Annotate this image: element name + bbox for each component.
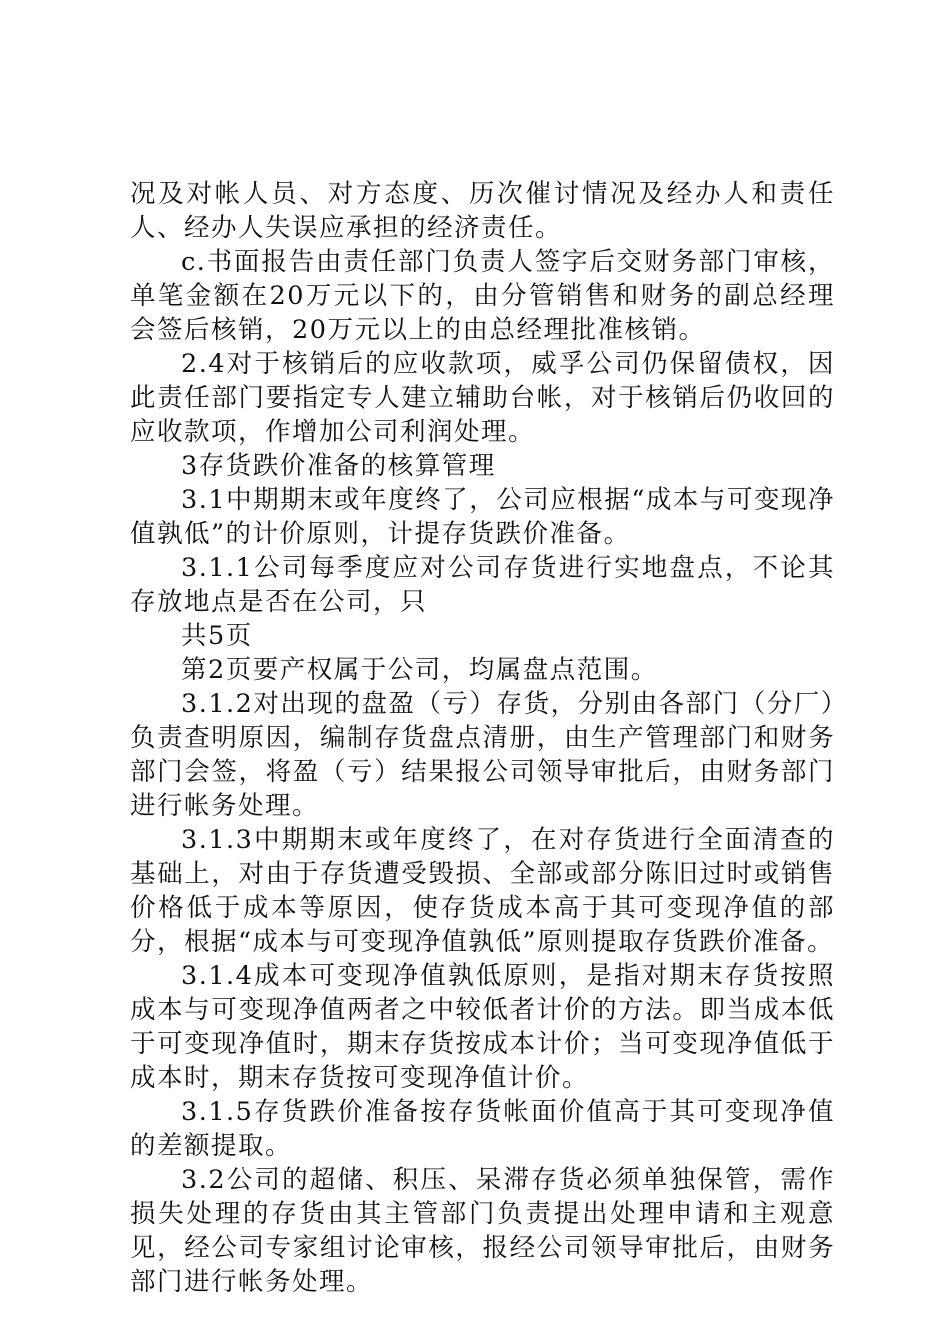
paragraph-3-1-5: 3.1.5存货跌价准备按存货帐面价值高于其可变现净值的差额提取。 [130,1097,835,1161]
paragraph-3-1-1: 3.1.1公司每季度应对公司存货进行实地盘点，不论其存放地点是否在公司，只 [130,553,835,617]
paragraph-3-1: 3.1中期期末或年度终了，公司应根据“成本与可变现净值孰低”的计价原则，计提存货跌价准备。 [130,485,835,549]
document-page [130,177,835,1299]
page-2-continuation: 第2页要产权属于公司，均属盘点范围。 [181,655,658,685]
paragraph-2: c.书面报告由责任部门负责人签字后交财务部门审核，单笔金额在20万元以下的，由分管销售和财务的副总经理会签后核销，20万元以上的由总经理批准核销。 [130,247,835,345]
paragraph-3-1-4: 3.1.4成本可变现净值孰低原则，是指对期末存货按照成本与可变现净值两者之中较低者计价的方法。即当成本低于可变现净值时，期末存货按成本计价；当可变现净值低于成本时，期末存货按可变现净值计价。 [130,961,835,1093]
page-count-note: 共5页 [181,621,253,651]
paragraph-3: 2.4对于核销后的应收款项，威孚公司仍保留债权，因此责任部门要指定专人建立辅助台帐，对于核销后仍收回的应收款项，作增加公司利润处理。 [130,349,835,447]
paragraph-3-1-2: 3.1.2对出现的盘盈（亏）存货，分别由各部门（分厂）负责查明原因，编制存货盘点清册，由生产管理部门和财务部门会签，将盈（亏）结果报公司领导审批后，由财务部门进行帐务处理。 [130,689,835,821]
paragraph-3-1-3: 3.1.3中期期末或年度终了，在对存货进行全面清查的基础上，对由于存货遭受毁损、全部或部分陈旧过时或销售价格低于成本等原因，使存货成本高于其可变现净值的部分，根据“成本与可变现净值孰低”原则提取存货跌价准备。 [130,825,835,957]
section-heading-3: 3存货跌价准备的核算管理 [181,451,496,481]
paragraph-1: 况及对帐人员、对方态度、历次催讨情况及经办人和责任人、经办人失误应承担的经济责任。 [130,179,835,243]
paragraph-3-2: 3.2公司的超储、积压、呆滞存货必须单独保管，需作损失处理的存货由其主管部门负责提出处理申请和主观意见，经公司专家组讨论审核，报经公司领导审批后，由财务部门进行帐务处理。 [130,1165,835,1297]
